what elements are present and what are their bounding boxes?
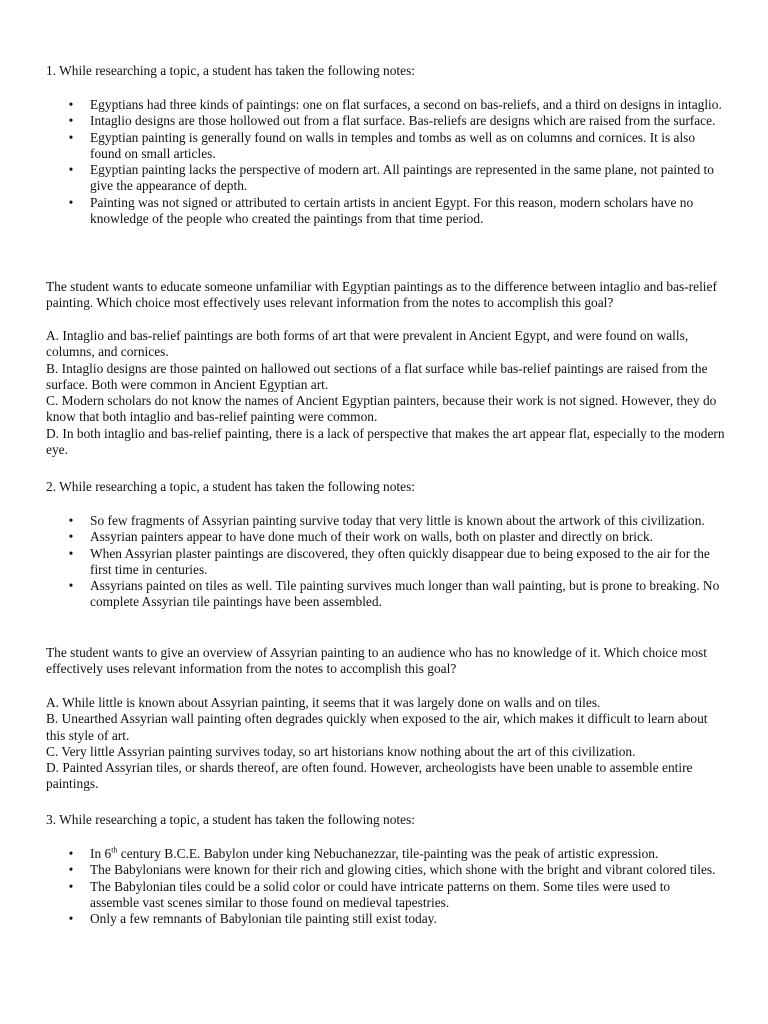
list-item: • Painting was not signed or attributed to certain artists in ancient Egypt. For this reason, modern scholars have no knowledge of the people who created the paintings from that time period. bbox=[0, 195, 722, 228]
bullet-icon: • bbox=[68, 162, 74, 178]
bullet-icon: • bbox=[68, 862, 74, 878]
answer-choice: D. Painted Assyrian tiles, or shards thereof, are often found. However, archeologists have been unable to assemble entire paintings. bbox=[46, 760, 693, 792]
answer-choice: C. Modern scholars do not know the names of Ancient Egyptian painters, because their work is not signed. However, they do know that both intaglio and bas-relief painting were common. bbox=[46, 393, 717, 425]
bullet-icon: • bbox=[68, 846, 74, 861]
question-1-prompt: 1. While researching a topic, a student has taken the following notes: bbox=[46, 63, 416, 78]
list-item: • The Babylonians were known for their rich and glowing cities, which shone with the bright and vibrant colored tiles. bbox=[0, 862, 722, 878]
bullet-icon: • bbox=[68, 97, 74, 112]
list-item: • So few fragments of Assyrian painting survive today that very little is known about the artwork of this civilization. bbox=[0, 513, 722, 529]
bullet-icon: • bbox=[68, 529, 74, 545]
list-item: • Assyrians painted on tiles as well. Tile painting survives much longer than wall painting, but is prone to breaking. No complete Assyrian tile paintings have been assembled. bbox=[0, 578, 722, 611]
question-3-notes bbox=[0, 846, 768, 927]
bullet-icon: • bbox=[68, 878, 74, 894]
answer-choice: D. In both intaglio and bas-relief painting, there is a lack of perspective that makes the art appear flat, especially to the modern eye. bbox=[46, 425, 725, 458]
answer-choice: C. Very little Assyrian painting survives today, so art historians know nothing about the art of this civilization. bbox=[46, 743, 636, 759]
bullet-icon: • bbox=[68, 113, 74, 129]
question-2-stem: The student wants to give an overview of Assyrian painting to an audience who has no knowledge of it. Which choice most effectively uses relevant information from the notes to accomplish this goal? bbox=[46, 645, 707, 677]
list-item: • Egyptian painting lacks the perspective of modern art. All paintings are represented in the same plane, not painted to give the appearance of depth. bbox=[0, 162, 722, 195]
list-item: • The Babylonian tiles could be a solid color or could have intricate patterns on them. Some tiles were used to assemble vast scenes similar to those found on medieval tapestries. bbox=[0, 879, 722, 912]
answer-choice: A. Intaglio and bas-relief paintings are both forms of art that were prevalent in Ancient Egypt, and were found on walls, columns, and cornices. bbox=[46, 328, 689, 360]
bullet-icon: • bbox=[68, 911, 74, 927]
question-2-prompt: 2. While researching a topic, a student has taken the following notes: bbox=[46, 479, 416, 494]
question-2-answers bbox=[46, 695, 730, 793]
bullet-icon: • bbox=[68, 194, 74, 210]
question-3-prompt: 3. While researching a topic, a student has taken the following notes: bbox=[46, 812, 416, 827]
bullet-icon: • bbox=[68, 129, 74, 145]
list-item: • Egyptians had three kinds of paintings: one on flat surfaces, a second on bas-reliefs, and a third on designs in intaglio. bbox=[0, 97, 722, 113]
bullet-icon: • bbox=[68, 578, 74, 594]
question-2-notes bbox=[0, 513, 768, 611]
question-1-answers bbox=[46, 328, 730, 458]
list-item: • Egyptian painting is generally found on walls in temples and tombs as well as on columns and cornices. It is also found on small articles. bbox=[0, 130, 722, 163]
answer-choice: A. While little is known about Assyrian painting, it seems that it was largely done on walls and on tiles. bbox=[46, 695, 601, 710]
list-item: • Assyrian painters appear to have done much of their work on walls, both on plaster and directly on brick. bbox=[0, 529, 722, 545]
list-item: • Intaglio designs are those hollowed out from a flat surface. Bas-reliefs are designs which are raised from the surface. bbox=[0, 113, 722, 129]
list-item: • In 6th century B.C.E. Babylon under king Nebuchanezzar, tile-painting was the peak of artistic expression. bbox=[0, 846, 722, 862]
list-item: • Only a few remnants of Babylonian tile painting still exist today. bbox=[0, 911, 722, 927]
bullet-icon: • bbox=[68, 545, 74, 561]
answer-choice: B. Unearthed Assyrian wall painting often degrades quickly when exposed to the air, which makes it difficult to learn about this style of art. bbox=[46, 711, 708, 743]
list-item: • When Assyrian plaster paintings are discovered, they often quickly disappear due to being exposed to the air for the first time in centuries. bbox=[0, 546, 722, 579]
question-1-notes bbox=[0, 97, 768, 227]
answer-choice: B. Intaglio designs are those painted on hallowed out sections of a flat surface while bas-relief paintings are raised from the surface. Both were common in Ancient Egyptian art. bbox=[46, 360, 708, 392]
bullet-icon: • bbox=[68, 513, 74, 528]
question-1-stem: The student wants to educate someone unfamiliar with Egyptian paintings as to the difference between intaglio and bas-relief painting. Which choice most effectively uses relevant information from the notes to accomplish this goal? bbox=[46, 279, 717, 311]
